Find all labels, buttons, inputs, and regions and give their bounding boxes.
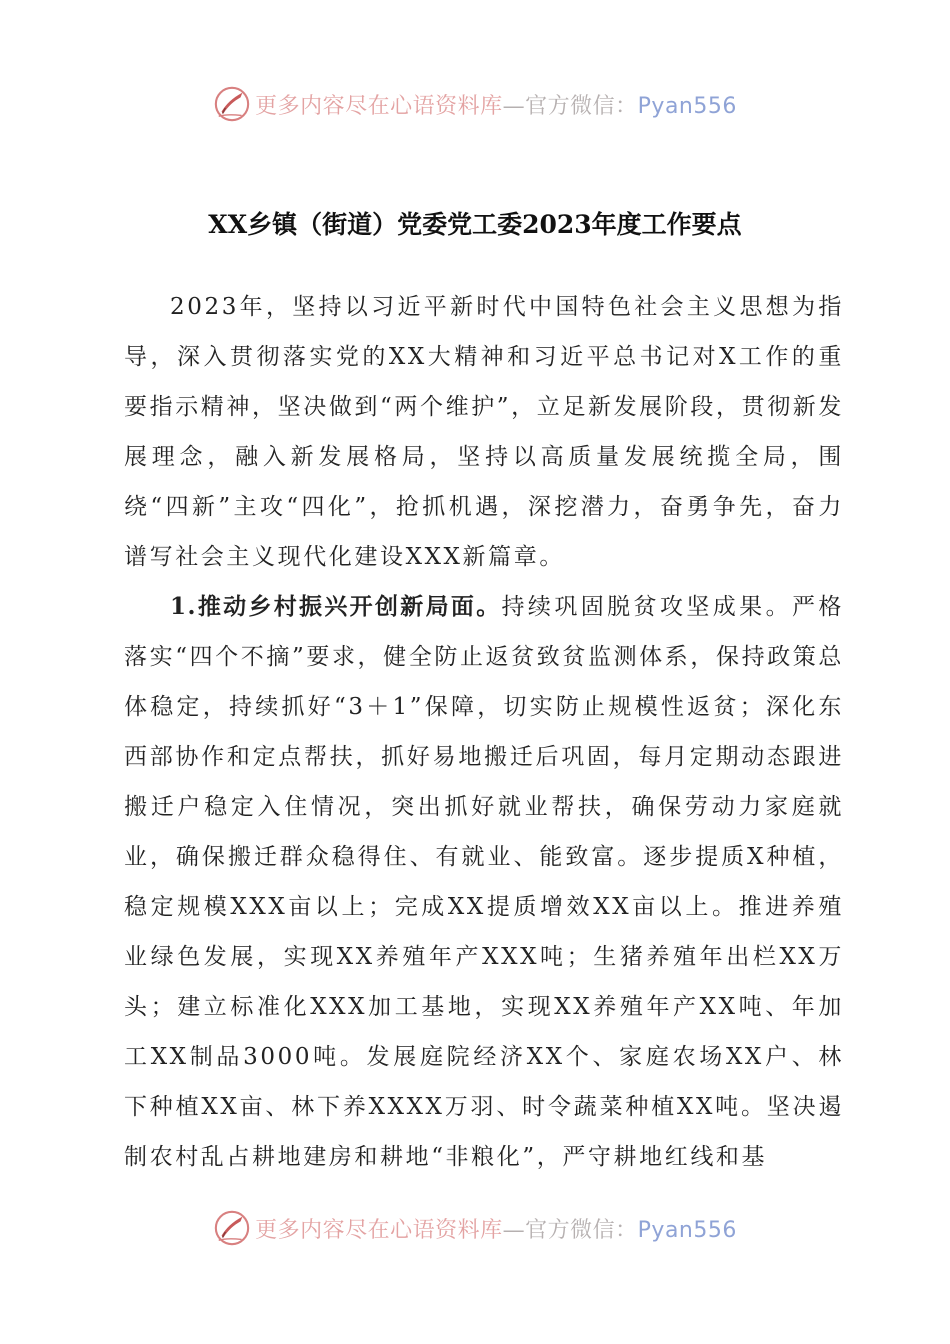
pen-logo-icon bbox=[213, 85, 251, 123]
watermark-library-name: 更多内容尽在心语资料库 bbox=[255, 93, 503, 119]
section-1-heading: 1.推动乡村振兴开创新局面。 bbox=[170, 593, 502, 620]
watermark-wechat-id: Pyan556 bbox=[637, 93, 737, 119]
watermark-text bbox=[255, 1213, 737, 1244]
watermark-text bbox=[255, 89, 737, 120]
watermark-wechat-label: —官方微信： bbox=[502, 1217, 638, 1243]
document-body bbox=[124, 282, 844, 1182]
pen-logo-icon bbox=[213, 1209, 251, 1247]
watermark-wechat-label: —官方微信： bbox=[502, 93, 638, 119]
watermark-wechat-id: Pyan556 bbox=[637, 1217, 737, 1243]
watermark-footer bbox=[0, 1206, 950, 1250]
watermark-library-name: 更多内容尽在心语资料库 bbox=[255, 1217, 503, 1243]
watermark-header bbox=[0, 82, 950, 126]
section-1-body: 持续巩固脱贫攻坚成果。严格落实“四个不摘”要求，健全防止返贫致贫监测体系，保持政策总体稳定，持续抓好“3＋1”保障，切实防止规模性返贫；深化东西部协作和定点帮扶，抓好易地搬迁后巩固，每月定期动态跟进搬迁户稳定入住情况，突出抓好就业帮扶，确保劳动力家庭就业，确保搬迁群众稳得住、有就业、能致富。逐步提质X种植，稳定规模XXX亩以上；完成XX提质增效XX亩以上。推进养殖业绿色发展，实现XX养殖年产XXX吨；生猪养殖年出栏XX万头；建立标准化XXX加工基地，实现XX养殖年产XX吨、年加工XX制品3000吨。发展庭院经济XX个、家庭农场XX户、林下种植XX亩、林下养XXXX万羽、时令蔬菜种植XX吨。坚决遏制农村乱占耕地建房和耕地“非粮化”，严守耕地红线和基 bbox=[124, 594, 844, 1170]
document-title: XX乡镇（街道）党委党工委2023年度工作要点 bbox=[208, 210, 742, 239]
section-1-paragraph bbox=[124, 582, 844, 1182]
intro-paragraph: 2023年，坚持以习近平新时代中国特色社会主义思想为指导，深入贯彻落实党的XX大精神和习近平总书记对X工作的重要指示精神，坚决做到“两个维护”，立足新发展阶段，贯彻新发展理念，融入新发展格局，坚持以高质量发展统揽全局，围绕“四新”主攻“四化”，抢抓机遇，深挖潜力，奋勇争先，奋力谱写社会主义现代化建设XXX新篇章。 bbox=[124, 294, 844, 570]
